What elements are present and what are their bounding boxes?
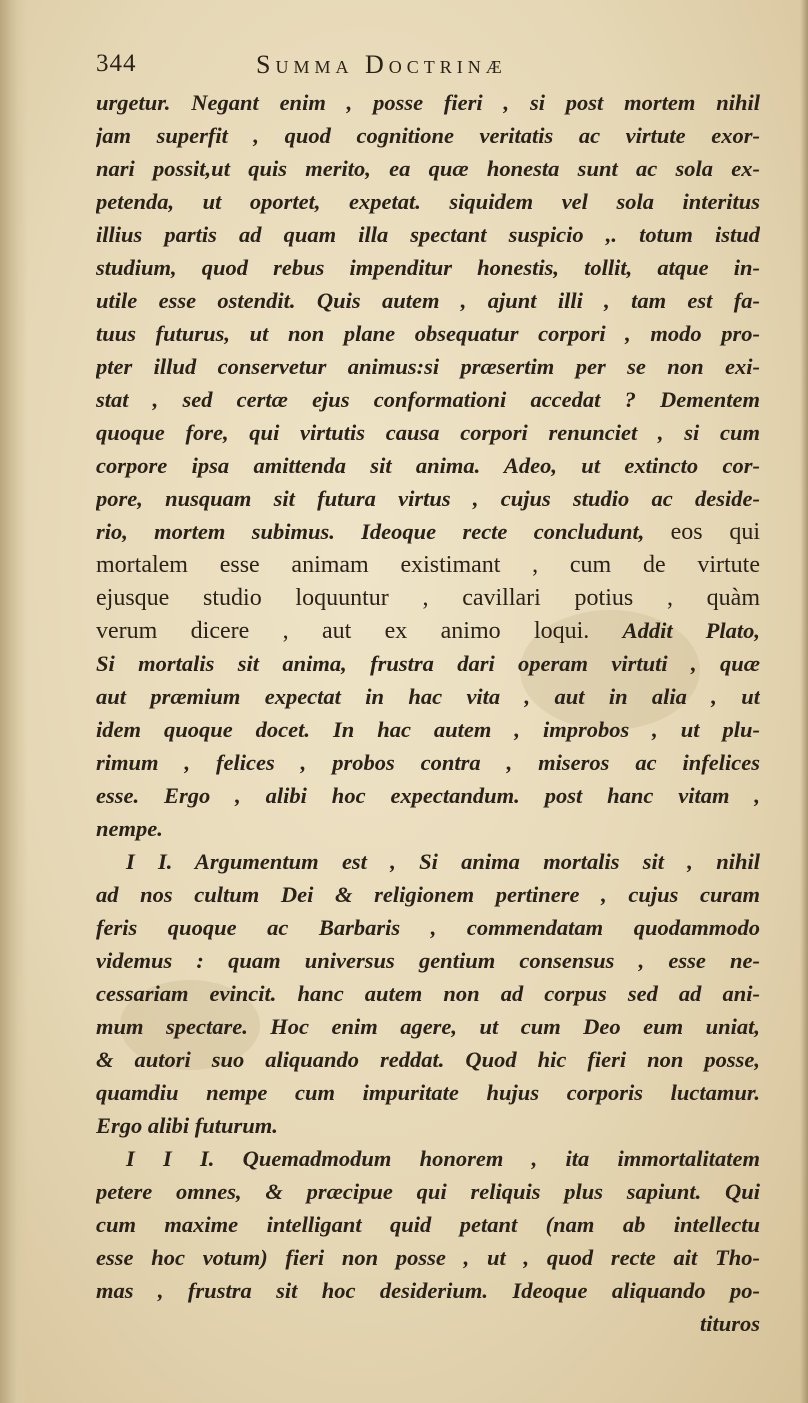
text-line [96, 350, 760, 383]
running-title: Summa Doctrinæ [256, 50, 507, 79]
text-line [96, 911, 760, 944]
text-line [96, 1241, 760, 1274]
text-line [96, 1307, 760, 1340]
italic-text: esse hoc votum) fieri non posse , ut , quod recte ait Tho- [96, 1245, 760, 1270]
text-line [96, 119, 760, 152]
italic-text: Ergo alibi futurum. [96, 1113, 278, 1138]
text-line [96, 416, 760, 449]
italic-text: rio, mortem subimus. Ideoque recte concludunt, [96, 519, 671, 544]
page-number: 344 [96, 50, 137, 77]
text-line [96, 1274, 760, 1307]
text-line [96, 680, 760, 713]
page-edge [800, 0, 808, 1403]
italic-text: studium, quod rebus impenditur honestis, tollit, atque in- [96, 255, 760, 280]
italic-text: mum spectare. Hoc enim agere, ut cum Deo eum uniat, [96, 1014, 760, 1039]
text-line [96, 713, 760, 746]
italic-text: tituros [699, 1311, 760, 1336]
italic-text: idem quoque docet. In hac autem , improbos , ut plu- [96, 717, 760, 742]
italic-text: petenda, ut oportet, expetat. siquidem vel sola interitus [96, 189, 760, 214]
page-header [96, 48, 716, 84]
italic-text: corpore ipsa amittenda sit anima. Adeo, ut extincto cor- [96, 453, 760, 478]
body-text [96, 86, 760, 1340]
text-line [96, 251, 760, 284]
italic-text: jam superfit , quod cognitione veritatis ac virtute exor- [96, 123, 760, 148]
text-line [96, 482, 760, 515]
italic-text: aut præmium expectat in hac vita , aut in alia , ut [96, 684, 760, 709]
text-line [96, 746, 760, 779]
italic-text: tuus futurus, ut non plane obsequatur corpori , modo pro- [96, 321, 760, 346]
italic-text: rimum , felices , probos contra , miseros ac infelices [96, 750, 760, 775]
text-line [96, 548, 760, 581]
italic-text: quamdiu nempe cum impuritate hujus corporis luctamur. [96, 1080, 760, 1105]
text-line [96, 1010, 760, 1043]
roman-text: mortalem esse animam existimant , cum de virtute [96, 552, 760, 578]
text-line [96, 1208, 760, 1241]
text-line [96, 1109, 760, 1142]
text-line [96, 1043, 760, 1076]
italic-text: nempe. [96, 816, 163, 841]
italic-text: urgetur. Negant enim , posse fieri , si post mortem nihil [96, 90, 760, 115]
text-line [96, 1076, 760, 1109]
text-line [96, 1142, 760, 1175]
italic-text: esse. Ergo , alibi hoc expectandum. post hanc vitam , [96, 783, 760, 808]
text-line [96, 218, 760, 251]
italic-text: petere omnes, & præcipue qui reliquis plus sapiunt. Qui [96, 1179, 760, 1204]
roman-text: verum dicere , aut ex animo loqui. [96, 618, 623, 644]
text-line [96, 581, 760, 614]
italic-text: videmus : quam universus gentium consensus , esse ne- [96, 948, 760, 973]
italic-text: quoque fore, qui virtutis causa corpori renunciet , si cum [96, 420, 760, 445]
italic-text: ad nos cultum Dei & religionem pertinere , cujus curam [96, 882, 760, 907]
roman-text: eos qui [670, 519, 760, 545]
italic-text: Addit Plato, [622, 618, 760, 643]
text-line [96, 317, 760, 350]
text-line [96, 878, 760, 911]
italic-text: illius partis ad quam illa spectant suspicio ,. totum istud [96, 222, 760, 247]
italic-text: stat , sed certæ ejus conformationi accedat ? Dementem [96, 387, 760, 412]
italic-text: pore, nusquam sit futura virtus , cujus studio ac deside- [96, 486, 760, 511]
italic-text: cum maxime intelligant quid petant (nam ab intellectu [96, 1212, 760, 1237]
italic-text: I I I. Quemadmodum honorem , ita immortalitatem [126, 1146, 760, 1171]
text-line [96, 449, 760, 482]
text-line [96, 779, 760, 812]
text-line [96, 284, 760, 317]
text-line [96, 614, 760, 647]
text-line [96, 383, 760, 416]
text-line [96, 86, 760, 119]
italic-text: cessariam evincit. hanc autem non ad corpus sed ad ani- [96, 981, 760, 1006]
text-line [96, 515, 760, 548]
text-line [96, 647, 760, 680]
italic-text: pter illud conservetur animus:si præsertim per se non exi- [96, 354, 760, 379]
italic-text: mas , frustra sit hoc desiderium. Ideoque aliquando po- [96, 1278, 760, 1303]
text-line [96, 812, 760, 845]
italic-text: nari possit,ut quis merito, ea quæ honesta sunt ac sola ex- [96, 156, 760, 181]
text-line [96, 977, 760, 1010]
text-line [96, 845, 760, 878]
italic-text: I I. Argumentum est , Si anima mortalis sit , nihil [126, 849, 760, 874]
italic-text: utile esse ostendit. Quis autem , ajunt illi , tam est fa- [96, 288, 760, 313]
italic-text: feris quoque ac Barbaris , commendatam quodammodo [96, 915, 760, 940]
page-gutter [0, 0, 28, 1403]
italic-text: & autori suo aliquando reddat. Quod hic fieri non posse, [96, 1047, 760, 1072]
italic-text: Si mortalis sit anima, frustra dari operam virtuti , quæ [96, 651, 760, 676]
text-line [96, 944, 760, 977]
text-line [96, 1175, 760, 1208]
text-line [96, 185, 760, 218]
text-line [96, 152, 760, 185]
roman-text: ejusque studio loquuntur , cavillari potius , quàm [96, 585, 760, 611]
